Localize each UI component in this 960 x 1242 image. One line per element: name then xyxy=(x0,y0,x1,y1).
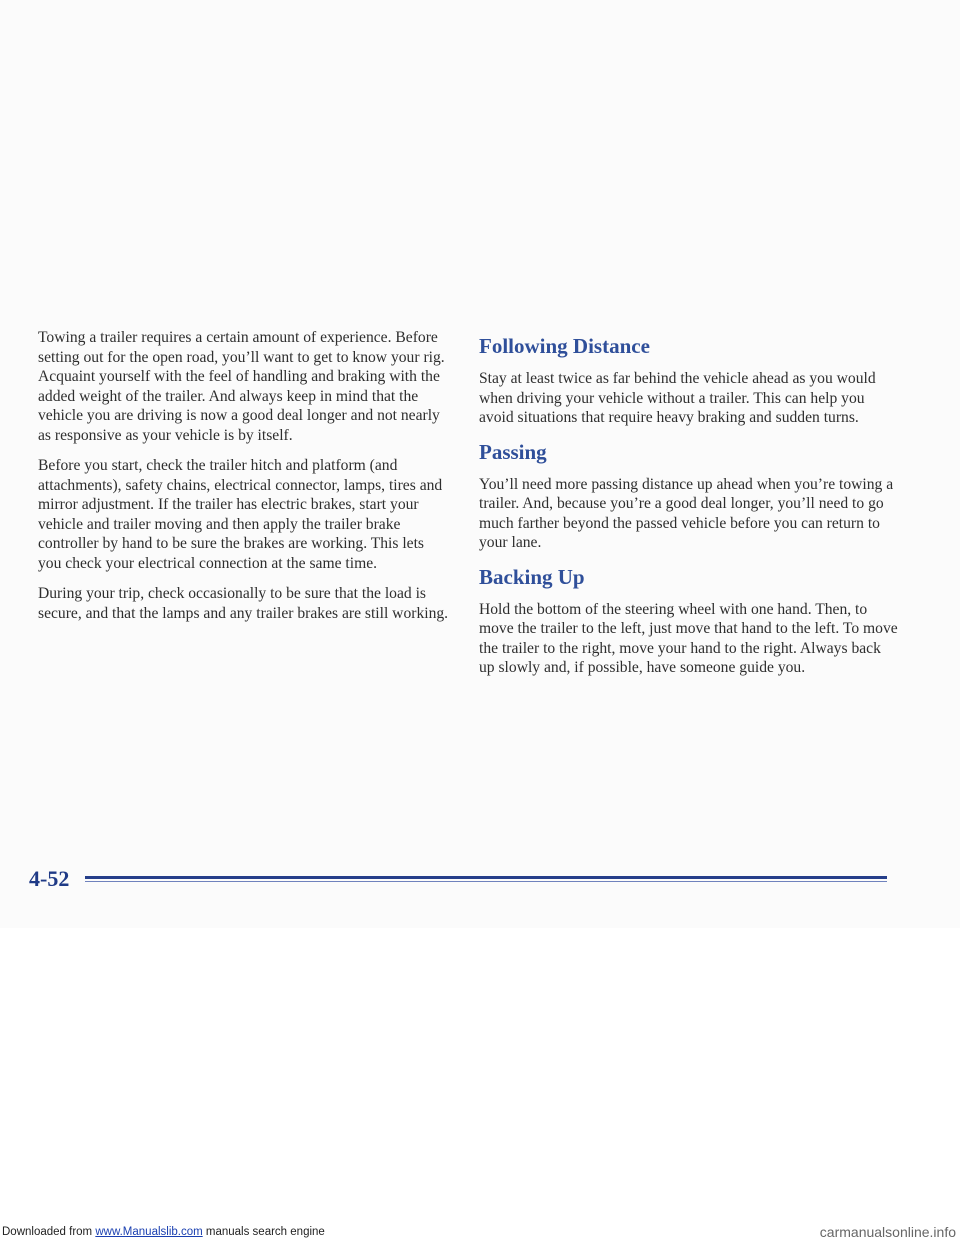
heading-following-distance: Following Distance xyxy=(479,334,650,358)
page-number: 4-52 xyxy=(29,866,70,891)
paragraph-passing: You’ll need more passing distance up ahead when you’re towing a trailer. And, because you’re a good deal longer, you’ll need to go much farther beyond the passed vehicle before you can return to your lane. xyxy=(479,475,894,551)
footer-rule-thin xyxy=(85,881,887,882)
heading-passing: Passing xyxy=(479,439,547,464)
manualslib-link[interactable]: www.Manualslib.com xyxy=(95,1226,203,1238)
paragraph-before-you-start: Before you start, check the trailer hitch and platform (and attachments), safety chains, electrical connector, lamps, tires and mirror adjustment. If the trailer has electric brakes, start your vehicle and trailer moving and then apply the trailer brake controller by hand to be sure the brakes are working. This lets you check your electrical connection at the same time. xyxy=(38,457,443,572)
download-prefix: Downloaded from xyxy=(2,1226,96,1238)
paragraph-backing-up: Hold the bottom of the steering wheel with one hand. Then, to move the trailer to the left, just move that hand to the left. To move the trailer to the right, move your hand to the right. Always back up slowly and, if possible, have someone guide you. xyxy=(479,600,898,676)
paragraph-towing-experience: Towing a trailer requires a certain amount of experience. Before setting out for the open road, you’ll want to get to know your rig. Acquaint yourself with the feel of handling and braking with the added weight of the trailer. And always keep in mind that the vehicle you are driving is now a good deal longer and not nearly as responsive as your vehicle is by itself. xyxy=(38,329,445,444)
heading-backing-up: Backing Up xyxy=(479,564,585,589)
paragraph-during-trip: During your trip, check occasionally to be sure that the load is secure, and that the lamps and any trailer brakes are still working. xyxy=(38,585,449,622)
download-suffix: manuals search engine xyxy=(202,1226,325,1238)
download-bar xyxy=(0,1222,960,1242)
left-column xyxy=(38,328,450,634)
footer-rule xyxy=(85,876,887,879)
page-footer xyxy=(29,864,889,900)
paragraph-following-distance: Stay at least twice as far behind the vehicle ahead as you would when driving your vehicle without a trailer. This can help you avoid situations that require heavy braking and sudden turns. xyxy=(479,370,876,426)
download-attribution xyxy=(2,1222,325,1242)
right-column xyxy=(479,333,899,689)
watermark-text: carmanualsonline.info xyxy=(819,1224,956,1240)
